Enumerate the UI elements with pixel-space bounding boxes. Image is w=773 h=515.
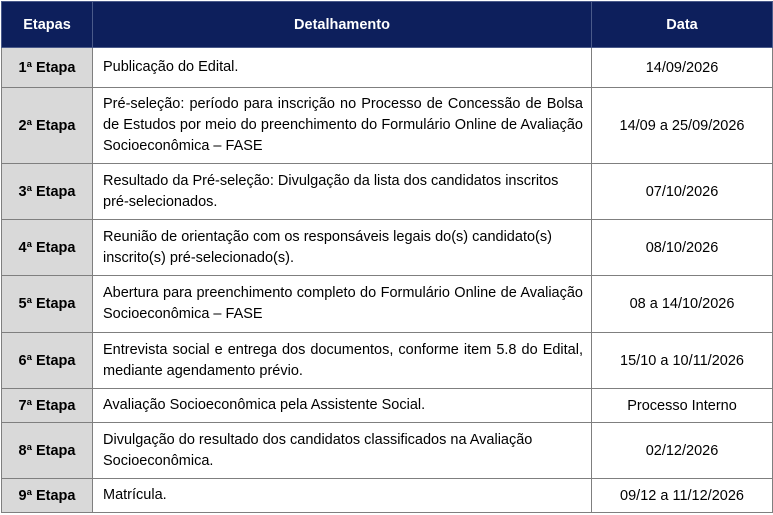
data-cell: 08/10/2026 bbox=[592, 220, 773, 276]
data-cell: 09/12 a 11/12/2026 bbox=[592, 479, 773, 513]
table-row bbox=[2, 276, 773, 333]
data-cell: 15/10 a 10/11/2026 bbox=[592, 333, 773, 389]
detalhamento-cell: Reunião de orientação com os responsáveis legais do(s) candidato(s) inscrito(s) pré-selecionado(s). bbox=[93, 220, 592, 276]
etapa-cell: 9ª Etapa bbox=[2, 479, 93, 513]
data-cell: 07/10/2026 bbox=[592, 164, 773, 220]
data-cell: 02/12/2026 bbox=[592, 423, 773, 479]
table-row bbox=[2, 389, 773, 423]
header-detalhamento: Detalhamento bbox=[93, 2, 592, 48]
detalhamento-cell: Abertura para preenchimento completo do Formulário Online de Avaliação Socioeconômica – FASE bbox=[93, 276, 592, 333]
detalhamento-cell: Entrevista social e entrega dos documentos, conforme item 5.8 do Edital, mediante agendamento prévio. bbox=[93, 333, 592, 389]
table-row bbox=[2, 88, 773, 164]
header-data: Data bbox=[592, 2, 773, 48]
schedule-table bbox=[1, 1, 773, 513]
data-cell: Processo Interno bbox=[592, 389, 773, 423]
detalhamento-cell: Pré-seleção: período para inscrição no Processo de Concessão de Bolsa de Estudos por meio do preenchimento do Formulário Online de Avaliação Socioeconômica – FASE bbox=[93, 88, 592, 164]
etapa-cell: 7ª Etapa bbox=[2, 389, 93, 423]
table-row bbox=[2, 479, 773, 513]
table-row bbox=[2, 423, 773, 479]
detalhamento-cell: Avaliação Socioeconômica pela Assistente Social. bbox=[93, 389, 592, 423]
table-row bbox=[2, 333, 773, 389]
table-row bbox=[2, 48, 773, 88]
table-row bbox=[2, 164, 773, 220]
data-cell: 14/09/2026 bbox=[592, 48, 773, 88]
data-cell: 08 a 14/10/2026 bbox=[592, 276, 773, 333]
etapa-cell: 1ª Etapa bbox=[2, 48, 93, 88]
detalhamento-cell: Publicação do Edital. bbox=[93, 48, 592, 88]
detalhamento-cell: Resultado da Pré-seleção: Divulgação da lista dos candidatos inscritos pré-selecionados. bbox=[93, 164, 592, 220]
etapa-cell: 3ª Etapa bbox=[2, 164, 93, 220]
etapa-cell: 5ª Etapa bbox=[2, 276, 93, 333]
etapa-cell: 2ª Etapa bbox=[2, 88, 93, 164]
header-row bbox=[2, 2, 773, 48]
header-etapas: Etapas bbox=[2, 2, 93, 48]
table-row bbox=[2, 220, 773, 276]
detalhamento-cell: Matrícula. bbox=[93, 479, 592, 513]
etapa-cell: 4ª Etapa bbox=[2, 220, 93, 276]
data-cell: 14/09 a 25/09/2026 bbox=[592, 88, 773, 164]
etapa-cell: 6ª Etapa bbox=[2, 333, 93, 389]
etapa-cell: 8ª Etapa bbox=[2, 423, 93, 479]
detalhamento-cell: Divulgação do resultado dos candidatos classificados na Avaliação Socioeconômica. bbox=[93, 423, 592, 479]
